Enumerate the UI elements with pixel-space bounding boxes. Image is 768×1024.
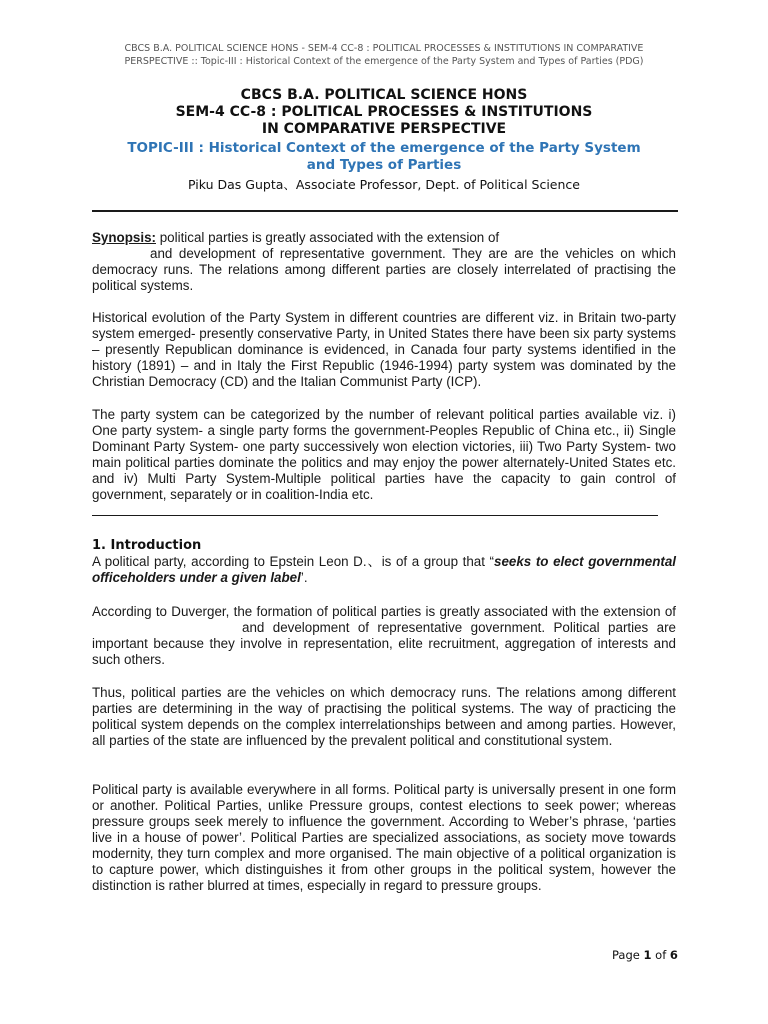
definition-quote: seeks to elect governmental officeholders under a given label — [92, 554, 676, 585]
footer-of-word: of — [655, 948, 667, 962]
definition-tail: ’. — [300, 570, 308, 585]
duverger-lead: According to Duverger, the formation of political parties is greatly associated with the extension of — [92, 604, 676, 619]
synopsis-line-1: political parties is greatly associated with the extension of — [156, 230, 500, 245]
topic-title-line-1: TOPIC-III : Historical Context of the emergence of the Party System — [127, 140, 641, 156]
history-paragraph: Historical evolution of the Party System in different countries are different viz. in Britain two-party system emerged- presently conservative Party, in United States there have been six party systems – presently Republican dominance is evidenced, in Canada four party systems identified in the history (1891) – and in Italy the First Republic (1946-1994) party system was dominated by the Christian Democracy (CD) and the Italian Communist Party (ICP). — [92, 310, 676, 389]
title-line-3: IN COMPARATIVE PERSPECTIVE — [261, 121, 507, 137]
synopsis-label: Synopsis: — [92, 230, 156, 245]
duverger-paragraph — [92, 604, 676, 668]
author-line: Piku Das Gupta、Associate Professor, Dept. of Political Science — [188, 177, 580, 192]
universal-party-paragraph: Political party is available everywhere in all forms. Political party is universally present in one form or another. Political Parties, unlike Pressure groups, contest elections to seek power; whereas pressure groups seek merely to influence the government. According to Weber’s phrase, ‘parties live in a house of power’. Political Parties are specialized associations, as society move towards modernity, they turn complex and more organised. The main objective of a political organization is to capture power, which distinguishes it from other groups in the political system, however the distinction is rather blurred at times, especially in regard to pressure groups. — [92, 782, 676, 893]
running-header-line-2: PERSPECTIVE :: Topic-III : Historical Context of the emergence of the Party System and Types of Parties (PDG) — [124, 56, 644, 67]
footer-page-total: 6 — [669, 948, 678, 962]
title-divider — [92, 210, 678, 212]
page-footer — [612, 948, 678, 962]
footer-page-number: 1 — [643, 948, 652, 962]
section-heading-introduction: 1. Introduction — [92, 538, 202, 553]
duverger-rest: and development of representative government. Political parties are important because they involve in representation, elite recruitment, aggregation of interests and such others. — [92, 620, 676, 667]
synopsis-rest: and development of representative government. They are are the vehicles on which democracy runs. The relations among different parties are closely interrelated of practising the political systems. — [92, 246, 676, 293]
title-block — [90, 87, 678, 193]
title-line-2: SEM-4 CC-8 : POLITICAL PROCESSES & INSTITUTIONS — [175, 104, 593, 120]
title-line-1: CBCS B.A. POLITICAL SCIENCE HONS — [240, 87, 528, 103]
running-header-line-1: CBCS B.A. POLITICAL SCIENCE HONS - SEM-4 CC-8 : POLITICAL PROCESSES & INSTITUTIONS IN COMPARATIVE — [124, 43, 644, 54]
definition-paragraph — [92, 554, 676, 586]
categories-paragraph: The party system can be categorized by the number of relevant political parties available viz. i) One party system- a single party forms the government-Peoples Republic of China etc., ii) Single Dominant Party System- one party successively won election victories, iii) Two Party System- two main political parties dominate the politics and may enjoy the power alternately-United States etc. and iv) Multi Party System-Multiple political parties have the capacity to gain control of government, separately or in coalition-India etc. — [92, 407, 676, 502]
section-divider — [92, 515, 658, 516]
topic-title-line-2: and Types of Parties — [306, 157, 462, 173]
definition-lead: A political party, according to Epstein Leon D.、is of a group that “ — [92, 554, 495, 569]
footer-page-word: Page — [612, 948, 640, 962]
running-header — [80, 42, 688, 68]
synopsis-paragraph — [92, 230, 676, 294]
democracy-paragraph: Thus, political parties are the vehicles on which democracy runs. The relations among different parties are determining in the way of practising the political systems. The way of practicing the political system depends on the complex interrelationships between and among parties. However, all parties of the state are influenced by the prevalent political and constitutional system. — [92, 685, 676, 748]
